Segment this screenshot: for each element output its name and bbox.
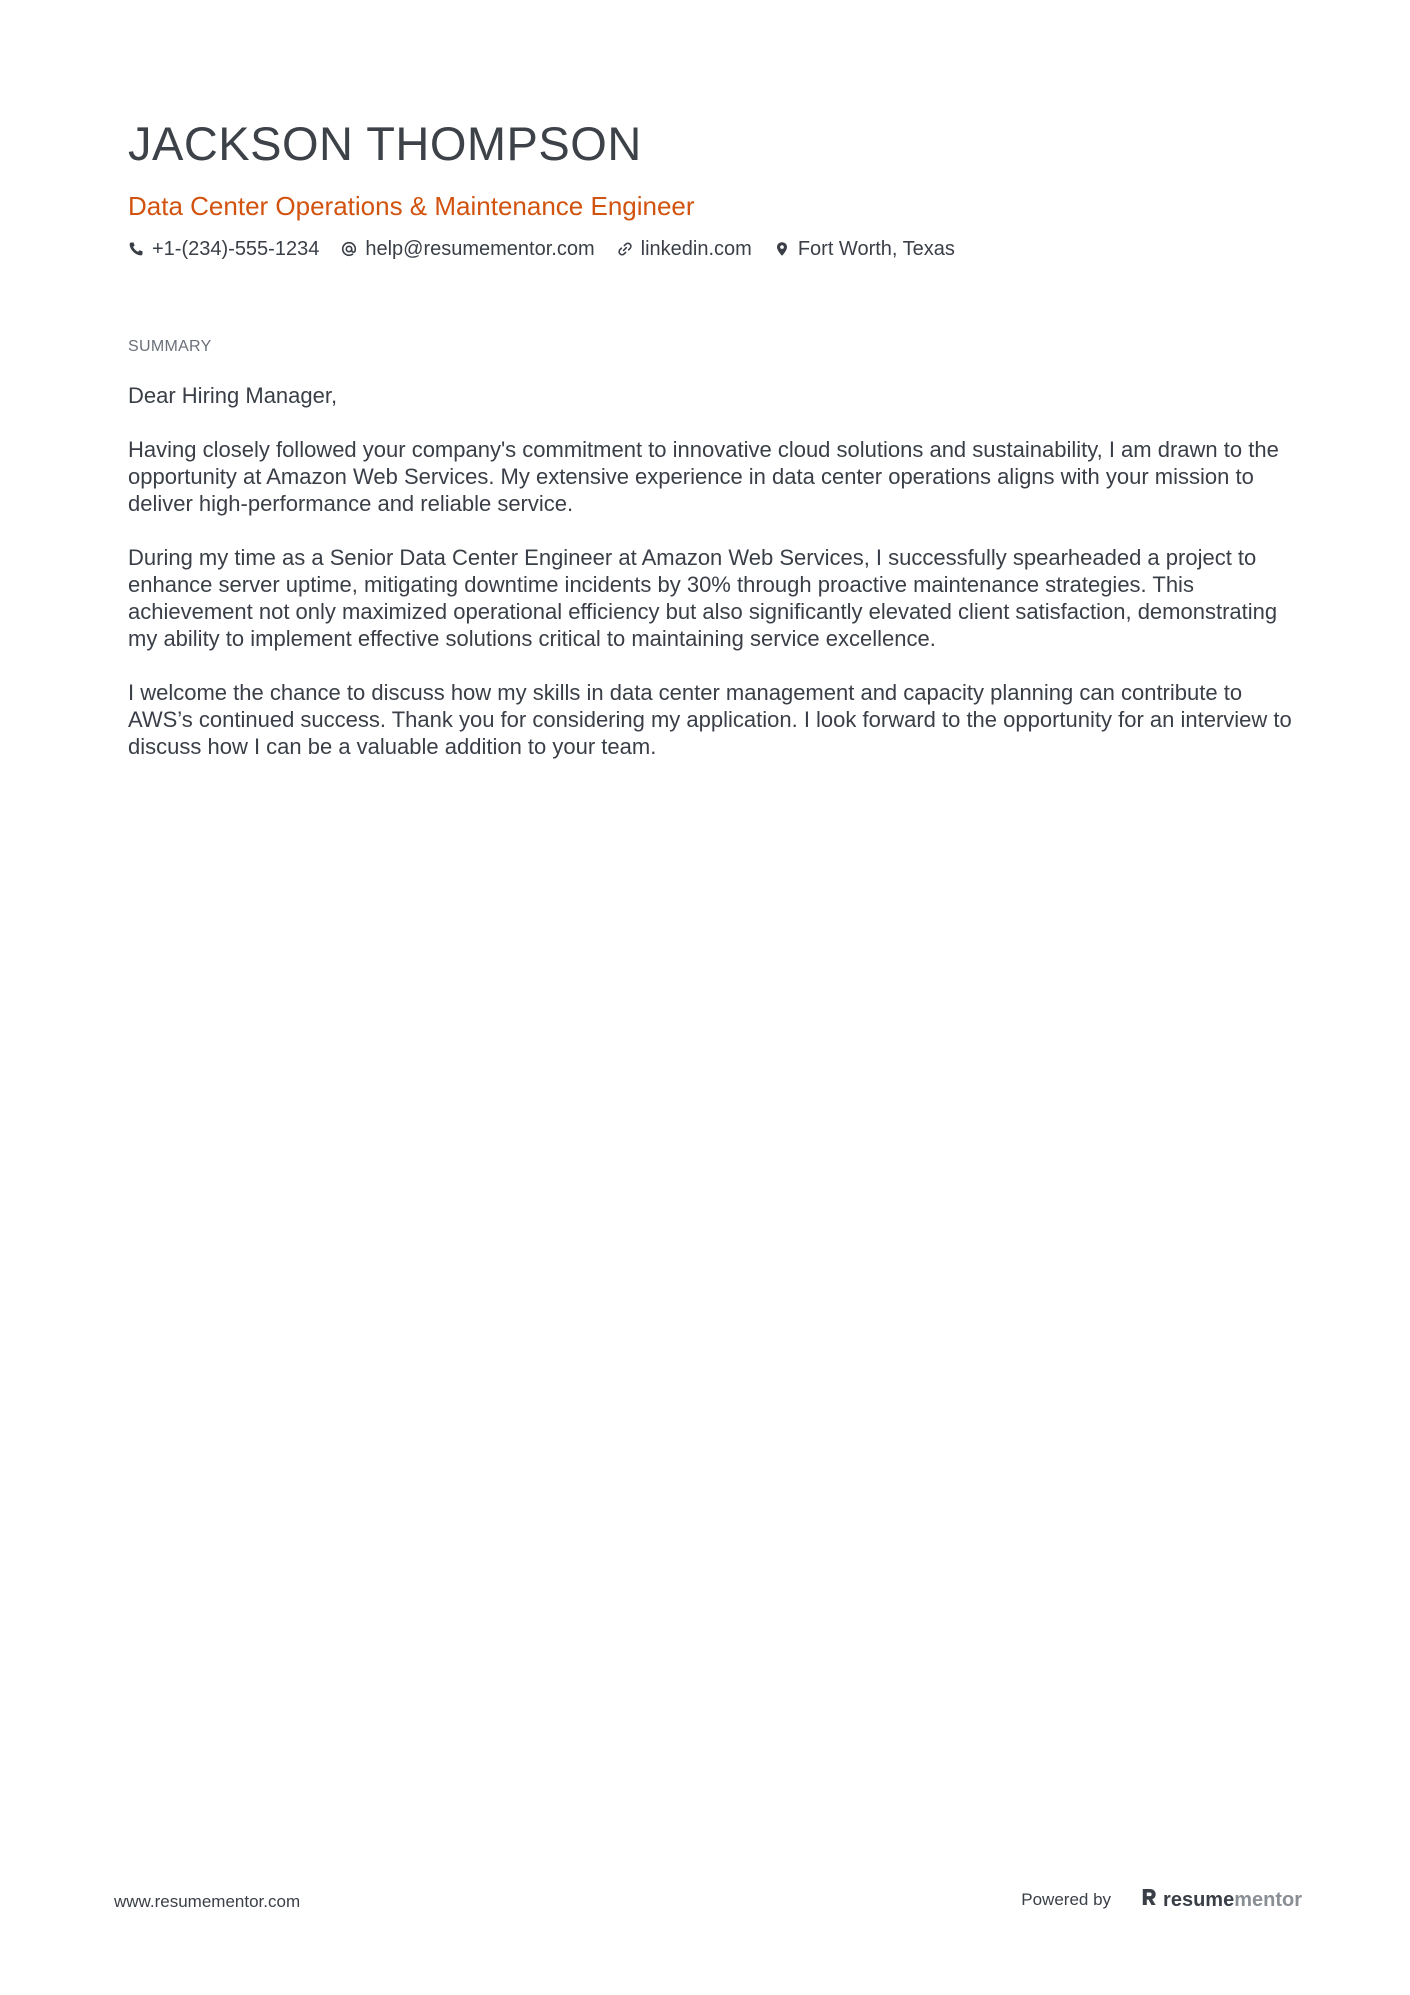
link-icon <box>617 241 633 257</box>
brand-name-strong: resume <box>1163 1888 1235 1911</box>
powered-by-text: Powered by <box>1021 1890 1112 1909</box>
contact-phone <box>128 236 319 262</box>
letter-body <box>128 382 1298 787</box>
email-text: help@resumementor.com <box>365 238 595 260</box>
body-paragraph: I welcome the chance to discuss how my skills in data center management and capacity planning can contribute to AWS’s continued success. Thank you for considering my application. I look forward to the opportunity for an interview to discuss how I can be a valuable addition to your team. <box>128 680 1292 759</box>
brand-mark-icon <box>1141 1888 1157 1912</box>
candidate-name: JACKSON THOMPSON <box>128 117 642 170</box>
job-title: Data Center Operations & Maintenance Engineer <box>128 191 695 221</box>
body-paragraph: Having closely followed your company's commitment to innovative cloud solutions and sustainability, I am drawn to the opportunity at Amazon Web Services. My extensive experience in data center operations aligns with your mission to deliver high-performance and reliable service. <box>128 437 1279 516</box>
contact-location <box>774 236 955 262</box>
brand-logo[interactable] <box>1141 1888 1302 1912</box>
contact-bar <box>128 236 1278 262</box>
footer-branding <box>1021 1888 1302 1912</box>
phone-icon <box>128 241 144 257</box>
phone-text: +1-(234)-555-1234 <box>152 238 320 260</box>
location-text: Fort Worth, Texas <box>797 238 955 260</box>
location-pin-icon <box>774 241 790 257</box>
footer-website[interactable]: www.resumementor.com <box>114 1892 301 1911</box>
body-paragraph: During my time as a Senior Data Center Engineer at Amazon Web Services, I successfully spearheaded a project to enhance server uptime, mitigating downtime incidents by 30% through proactive maintenance strategies. This achievement not only maximized operational efficiency but also significantly elevated client satisfaction, demonstrating my ability to implement effective solutions critical to maintaining service excellence. <box>128 545 1278 651</box>
header <box>128 112 1278 262</box>
brand-name-light: mentor <box>1234 1888 1302 1911</box>
contact-website[interactable] <box>617 236 752 262</box>
summary-section-label: SUMMARY <box>128 338 212 355</box>
website-text: linkedin.com <box>640 238 752 260</box>
at-sign-icon <box>341 241 357 257</box>
contact-email[interactable] <box>341 236 594 262</box>
salutation: Dear Hiring Manager, <box>128 383 338 408</box>
